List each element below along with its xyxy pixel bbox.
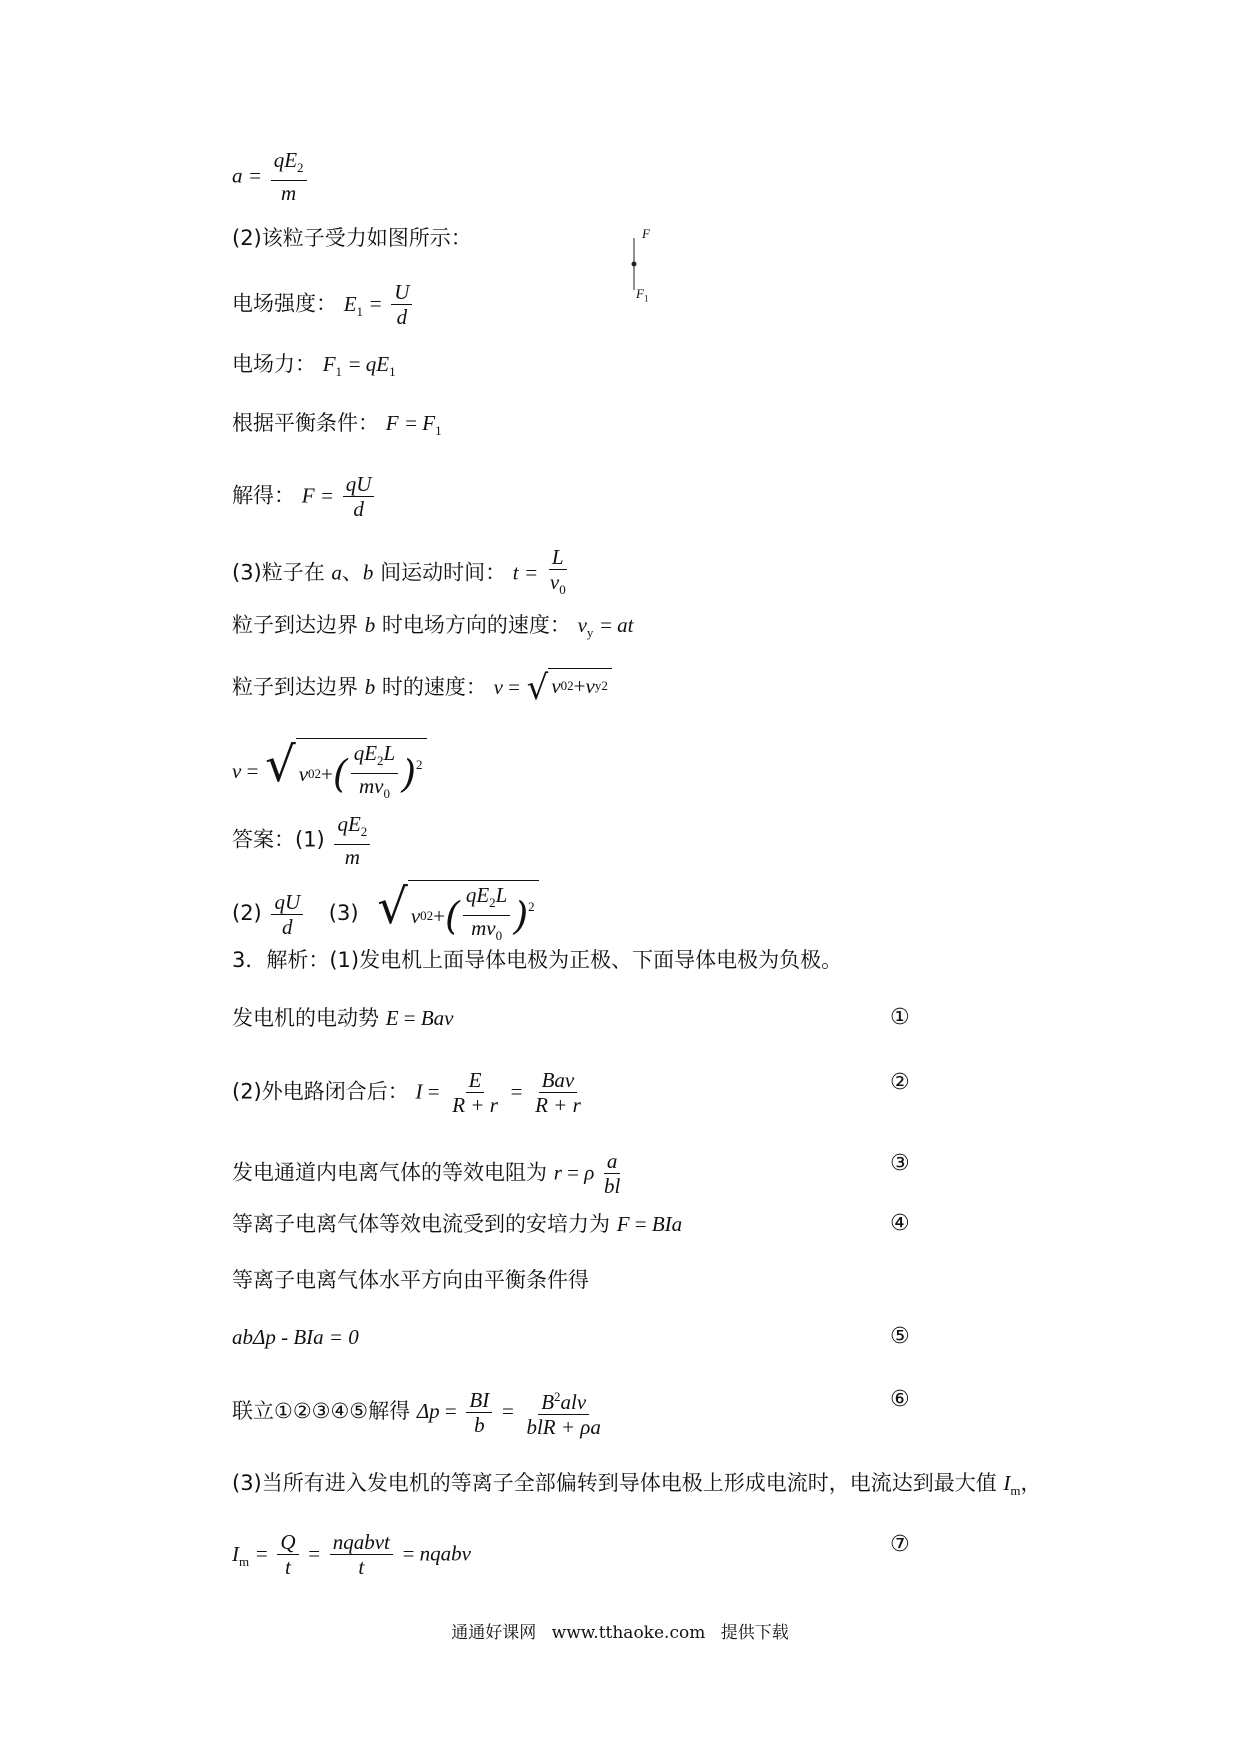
footer-site-name: 通通好课网: [451, 1623, 537, 1643]
page-footer: [0, 1618, 1240, 1643]
fraction: $\frac{U}{d}$: [391, 280, 412, 329]
eq-number-4: ④: [890, 1211, 910, 1236]
eq-ampere-force: 等离子电离气体等效电流受到的安培力为 F = BIa: [232, 1212, 683, 1236]
horizontal-balance-label: 等离子电离气体水平方向由平衡条件得: [232, 1268, 589, 1292]
eq-balance: 根据平衡条件： $F = F_1$: [232, 411, 442, 439]
eq-resistance: 发电通道内电离气体的等效电阻为 r = ρ $\frac{a}{bl}$: [232, 1149, 626, 1198]
fraction: $\frac{L}{v_0}$: [549, 545, 566, 598]
eq-time: (3)粒子在 a、b 间运动时间： t = $\frac{L}{v_0}$: [232, 545, 572, 602]
eq-electric-force: 电场力： $F_1 = qE_1$: [232, 352, 396, 380]
footer-url[interactable]: www.tthaoke.com: [551, 1623, 706, 1643]
answer-line1: 答案：(1) $\frac{qE_2}{m}$: [232, 812, 373, 869]
eq-acceleration: a = $\frac{qE_2}{m}$: [232, 148, 310, 205]
eq-v-magnitude: 粒子到达边界 b 时的速度： v = √ v 0 2 + v y 2: [232, 668, 612, 708]
eq-number-5: ⑤: [890, 1324, 910, 1349]
eq-field-strength: 电场强度： $E_1$ = $\frac{U}{d}$: [232, 280, 415, 329]
fraction: $\frac{qE_2}{m}$: [334, 812, 370, 869]
eq-number-3: ③: [890, 1151, 910, 1176]
eq-solve-F: 解得： F = $\frac{qU}{d}$: [232, 472, 377, 521]
force-label-top: F: [642, 226, 650, 241]
answer-line2: (2) $\frac{qU}{d}$ (3) √ v 0 2 + ( $\frac{qE_2L}{mv_0}$ ) $^2$: [232, 880, 539, 948]
footer-tail: 提供下载: [720, 1623, 789, 1643]
eq-number-1: ①: [890, 1005, 910, 1030]
eq-number-2: ②: [890, 1070, 910, 1095]
fraction: $\frac{qE_2}{m}$: [271, 148, 307, 205]
eq-vy: 粒子到达边界 b 时电场方向的速度： $v_y$ = at: [232, 613, 634, 641]
force-diagram: [624, 228, 674, 308]
eq-number-6: ⑥: [890, 1387, 910, 1412]
fraction: $\frac{Q}{t}$: [277, 1530, 298, 1579]
fraction: $\frac{\text{nqabvt}}{t}$: [330, 1530, 393, 1579]
force-label-bottom: $F_1$: [636, 286, 649, 304]
fraction: $\frac{qE_2L}{mv_0}$: [463, 883, 511, 948]
part2-heading: (2)该粒子受力如图所示：: [232, 226, 472, 250]
eq-current: (2)外电路闭合后： I = $\frac{E}{R + r}$ = $\frac{\text{Bav}}{R + r}$: [232, 1068, 587, 1117]
eq-5: abΔp - BIa = 0: [232, 1325, 359, 1349]
eq-emf: 发电机的电动势 E = Bav: [232, 1006, 454, 1030]
square-root: √ v 0 2 + v y 2: [527, 668, 612, 708]
fraction: $\frac{qU}{d}$: [271, 890, 303, 939]
fraction: $\frac{qE_2L}{mv_0}$: [351, 741, 399, 806]
eq-v-expanded: v = √ v 0 2 + ( $\frac{qE_2L}{mv_0}$ ) $^2$: [232, 738, 427, 806]
square-root: √ v 0 2 + ( $\frac{qE_2L}{mv_0}$ ) $^2$: [265, 738, 426, 806]
fraction: $\frac{E}{R + r}$: [452, 1068, 498, 1117]
fraction: $\frac{B^2alv}{\text{blR + ρa}}$: [523, 1385, 603, 1439]
section3-heading: 3．解析：(1)发电机上面导体电极为正极、下面导体电极为负极。: [232, 948, 843, 972]
eq-number-7: ⑦: [890, 1532, 910, 1557]
square-root: √ v 0 2 + ( $\frac{qE_2L}{mv_0}$ ) $^2$: [377, 880, 538, 948]
fraction: $\frac{\text{Bav}}{R + r}$: [535, 1068, 581, 1117]
fraction: $\frac{BI}{b}$: [466, 1388, 492, 1437]
part3-text: (3)当所有进入发电机的等离子全部偏转到导体电极上形成电流时，电流达到最大值 $I_m$，: [232, 1471, 1042, 1499]
fraction: $\frac{qU}{d}$: [343, 472, 375, 521]
eq-7: $I_m$ = $\frac{Q}{t}$ = $\frac{\text{nqabvt}}{t}$ = nqabv: [232, 1530, 471, 1579]
eq-delta-p: 联立①②③④⑤解得 Δp = $\frac{BI}{b}$ = $\frac{B^2alv}{\text{blR + ρa}}$: [232, 1385, 607, 1439]
fraction: $\frac{a}{bl}$: [604, 1149, 621, 1198]
